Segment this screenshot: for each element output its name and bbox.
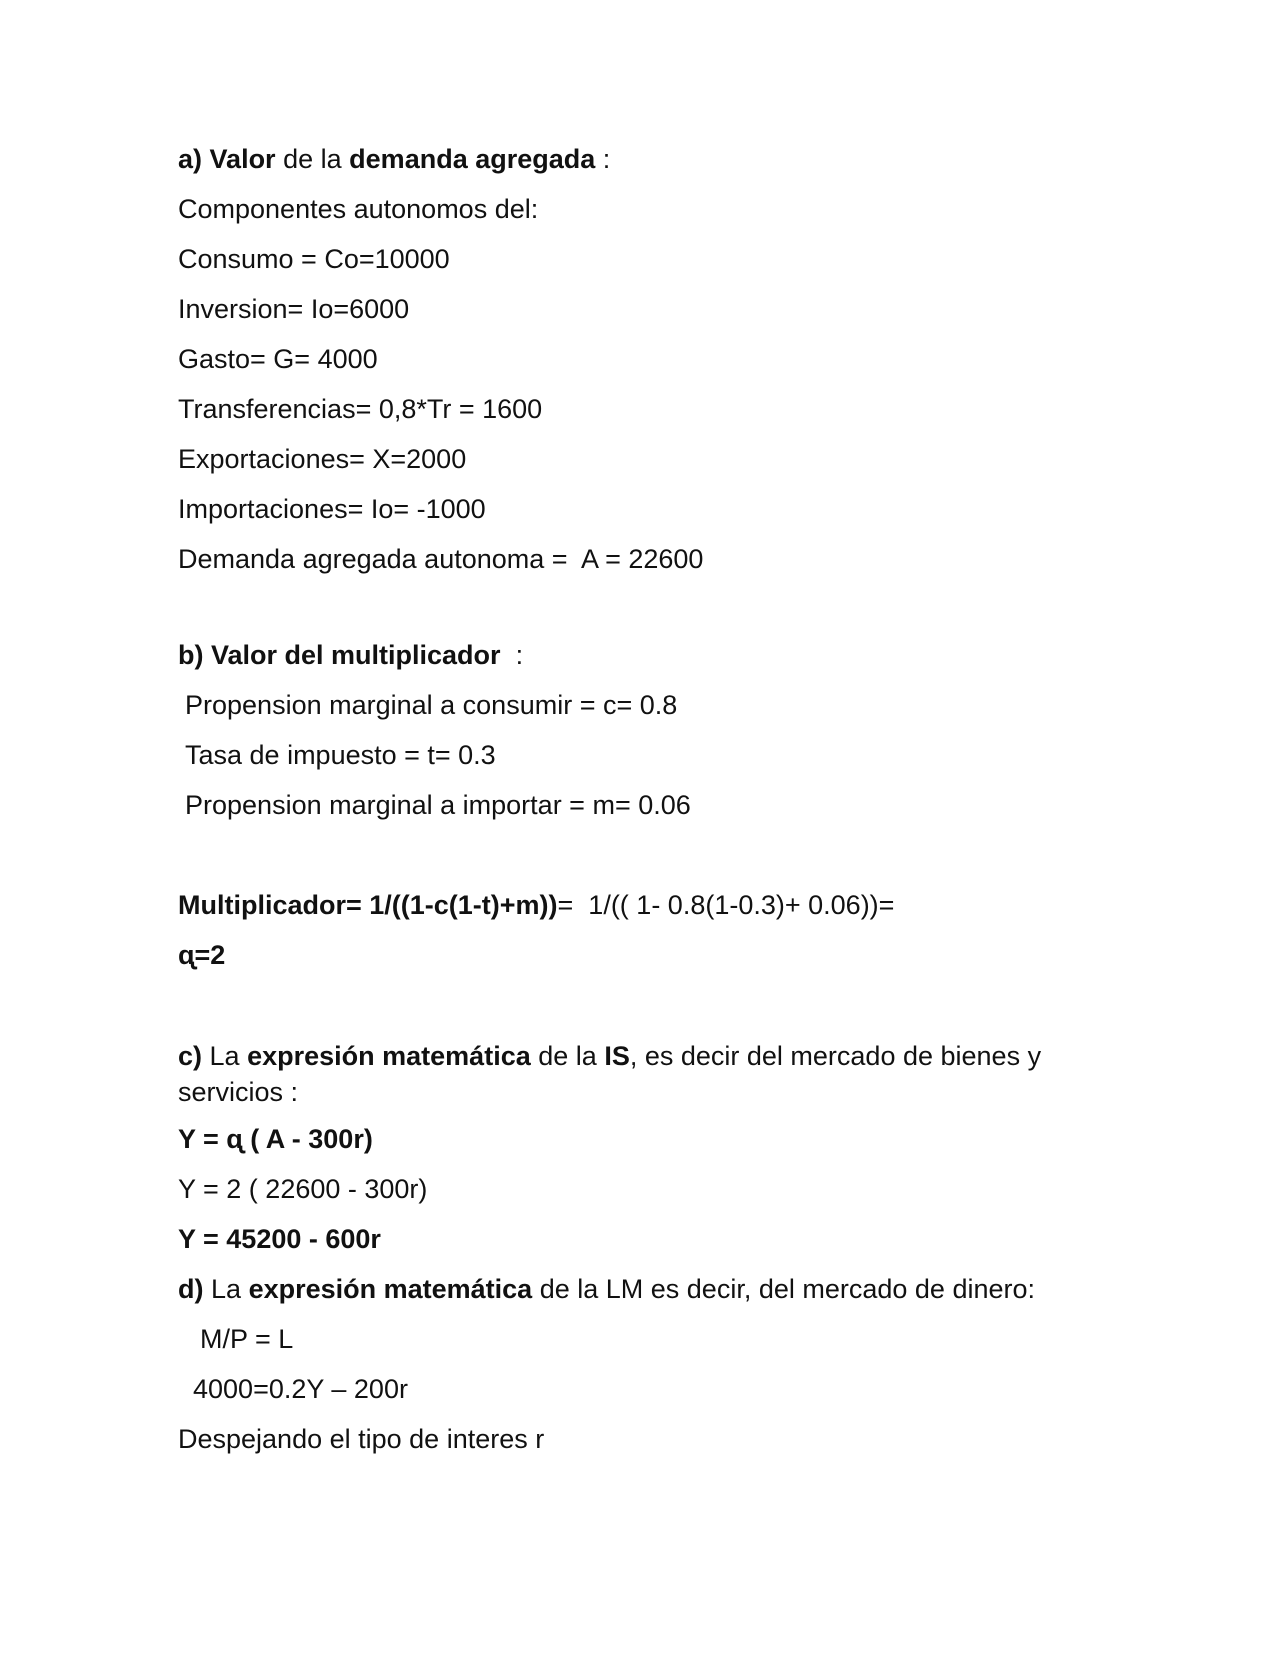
section-a-valor: Valor: [209, 144, 276, 174]
spacer: [178, 592, 1098, 638]
multiplier-formula: [178, 888, 1098, 922]
section-a-heading: [178, 142, 1098, 176]
is-equation: [178, 1122, 1098, 1156]
section-c-t2: expresión matemática: [247, 1041, 531, 1071]
section-c-t1: La: [209, 1041, 240, 1071]
section-d-t3: de la LM es decir, del mercado de dinero:: [539, 1274, 1035, 1304]
multiplier-result: [178, 938, 1098, 972]
section-b-heading: [178, 638, 1098, 672]
section-c-letter: c): [178, 1041, 203, 1071]
section-c-t3: de la: [538, 1041, 597, 1071]
is-equation-general: Y = ᶐ ( A - 300r): [178, 1124, 373, 1154]
multiplier-formula-bold: Multiplicador= 1/((1-c(1-t)+m)): [178, 890, 558, 920]
section-a-item: Inversion= Io=6000: [178, 294, 410, 324]
section-a-letter: a): [178, 144, 203, 174]
document-page: [178, 142, 1098, 1472]
section-d-t1: La: [211, 1274, 242, 1304]
section-a-item: Exportaciones= X=2000: [178, 444, 467, 474]
section-a-mid: de la: [283, 144, 342, 174]
section-b-item: Propension marginal a importar = m= 0.06: [185, 790, 691, 820]
section-d-t2: expresión matemática: [248, 1274, 533, 1304]
section-a-item: Importaciones= Io= -1000: [178, 494, 486, 524]
section-a-item: Consumo = Co=10000: [178, 244, 450, 274]
section-b-item: Propension marginal a consumir = c= 0.8: [185, 690, 678, 720]
is-equation-final: Y = 45200 - 600r: [178, 1224, 381, 1254]
section-c-heading: [178, 1038, 1098, 1110]
section-d-heading: [178, 1272, 1098, 1306]
section-a-end: :: [602, 144, 611, 174]
is-equation-result: [178, 1222, 1098, 1256]
multiplier-formula-rest: = 1/(( 1- 0.8(1-0.3)+ 0.06))=: [557, 890, 895, 920]
lm-solve-text: Despejando el tipo de interes r: [178, 1424, 545, 1454]
spacer: [178, 988, 1098, 1038]
section-a-intro: Componentes autonomos del:: [178, 194, 539, 224]
section-b-title: b) Valor del multiplicador: [178, 640, 501, 670]
section-a-item: Gasto= G= 4000: [178, 344, 378, 374]
section-b-item: Tasa de impuesto = t= 0.3: [185, 740, 496, 770]
spacer: [178, 838, 1098, 888]
section-c-t5: , es decir del mercado de bienes y servicios :: [178, 1041, 1042, 1107]
is-equation-substituted: Y = 2 ( 22600 - 300r): [178, 1174, 428, 1204]
multiplier-result-value: ᶐ=2: [178, 940, 226, 970]
section-d-letter: d): [178, 1274, 204, 1304]
lm-equation: M/P = L: [200, 1324, 294, 1354]
section-a-item: Demanda agregada autonoma = A = 22600: [178, 544, 704, 574]
section-a-item: Transferencias= 0,8*Tr = 1600: [178, 394, 543, 424]
section-c-t4: IS: [604, 1041, 630, 1071]
lm-equation-values: 4000=0.2Y – 200r: [193, 1374, 408, 1404]
section-a-bold: demanda agregada: [349, 144, 596, 174]
section-b-end: :: [515, 640, 524, 670]
